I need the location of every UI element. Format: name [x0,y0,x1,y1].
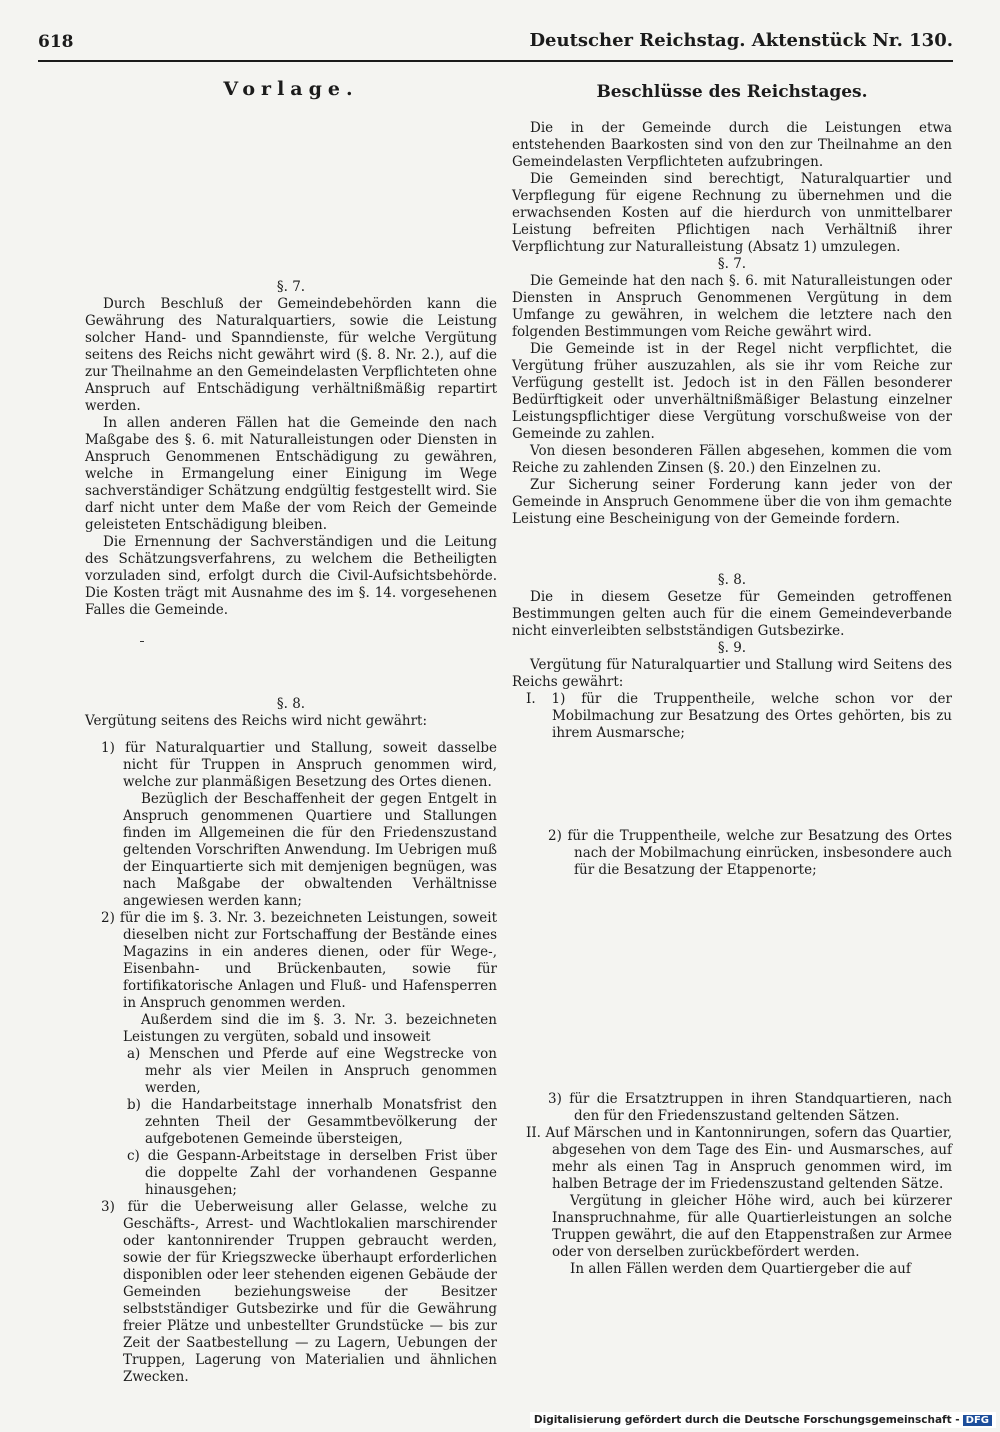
paragraph: Vergütung für Naturalquartier und Stallung wird Seitens des Reichs gewährt: [512,657,952,690]
running-head: Deutscher Reichstag. Aktenstück Nr. 130. [529,30,953,51]
list-item-I-2: 2) für die Truppentheile, welche zur Besatzung des Ortes nach der Mobilmachung einrücken, insbesondere auch für die Besatzung der Etappenorte; [548,828,952,878]
section-8-heading: §. 8. [276,696,306,712]
paragraph: Vergütung in gleicher Höhe wird, auch bei kürzerer Inanspruchnahme, für alle Quartierleistungen an solche Truppen gewährt, die auf den Etappenstraßen zur Armee oder von derselben zurückbefördert werden. [552,1193,952,1260]
list-item-1-continuation: Bezüglich der Beschaffenheit der gegen Entgelt in Anspruch genommenen Quartiere und Stallungen finden im Allgemeinen die für den Friedenszustand geltenden Vorschriften Anwendung. Im Uebrigen muß der Einquartierte sich mit demjenigen begnügen, was nach Maßgabe der obwaltenden Verhältnisse angewiesen werden kann; [123,791,497,909]
paragraph: In allen Fällen werden dem Quartiergeber die auf [570,1261,911,1277]
list-item-1: 1) für Naturalquartier und Stallung, soweit dasselbe nicht für Truppen in Anspruch genommen wird, welche zur planmäßigen Besetzung des Ortes dienen. [101,740,497,790]
section-9-heading: §. 9. [717,640,747,656]
spacer [512,742,952,828]
list-item-I-3: 3) für die Ersatztruppen in ihren Standquartieren, nach den für den Friedenszustand geltenden Sätzen. [548,1091,952,1124]
left-column [85,66,497,1386]
section-7-heading: §. 7. [717,256,747,272]
section-7-heading: §. 7. [276,279,306,295]
footer-text: Digitalisierung gefördert durch die Deutsche Forschungsgemeinschaft - [533,1414,960,1426]
spacer [512,528,952,572]
paragraph: Durch Beschluß der Gemeindebehörden kann die Gewährung des Naturalquartiers, sowie die Leistung solcher Hand- und Spanndienste, für welche Vergütung seitens des Reichs nicht gewährt wird (§. 8. Nr. 2.), auf die zur Theilnahme an den Gemeindelasten Verpflichteten ohne Anspruch auf Entschädigung verhältnißmäßig repartirt werden. [85,296,497,414]
paragraph: Die Gemeinde hat den nach §. 6. mit Naturalleistungen oder Diensten in Anspruch Genommenen Vergütung in dem Umfange zu gewähren, in welchem die letztere nach den folgenden Bestimmungen vom Reiche gewährt wird. [512,273,952,340]
dfg-logo: DFG [963,1415,992,1426]
page-number: 618 [38,32,74,52]
list-item-2b: b) die Handarbeitstage innerhalb Monatsfrist den zehnten Theil der Gesammtbevölkerung der aufgebotenen Gemeinde übersteigen, [127,1097,497,1147]
paragraph: Zur Sicherung seiner Forderung kann jeder von der Gemeinde in Anspruch Genommene über die von ihm gemachte Leistung eine Bescheinigung von der Gemeinde fordern. [512,477,952,527]
header-rule [38,60,953,62]
paragraph: Die Gemeinde ist in der Regel nicht verpflichtet, die Vergütung früher auszuzahlen, als sie ihr vom Reiche zur Verfügung gestellt ist. Jedoch ist in den Fällen besonderer Bedürftigkeit oder unverhältnißmäßiger Belastung einzelner Leistungspflichtiger diese Vergütung vorschußweise von der Gemeinde zu zahlen. [512,341,952,442]
paragraph: Die in diesem Gesetze für Gemeinden getroffenen Bestimmungen gelten auch für die einem Gemeindeverbande nicht einverleibten selbstständigen Gutsbezirke. [512,589,952,639]
list-item-I-1: I. 1) für die Truppentheile, welche schon vor der Mobilmachung zur Besatzung des Ortes gehörten, bis zu ihrem Ausmarsche; [526,691,952,741]
page-header [38,30,953,58]
paragraph: Die Ernennung der Sachverständigen und die Leitung des Schätzungsverfahrens, zu welchem die Betheiligten vorzuladen sind, erfolgt durch die Civil-Aufsichtsbehörde. Die Kosten trägt mit Ausnahme des im §. 14. vorgesehenen Falles die Gemeinde. [85,534,497,618]
section-8-heading: §. 8. [717,572,747,588]
spacer [85,619,497,641]
paragraph: Die Gemeinden sind berechtigt, Naturalquartier und Verpflegung für eigene Rechnung zu übernehmen und die erwachsenden Kosten auf die hierdurch von unmittelbarer Leistung befreiten Pflichtigen nach Verhältniß ihrer Verpflichtung zur Naturalleistung (Absatz 1) umzulegen. [512,171,952,255]
left-column-title: Vorlage. [223,78,359,100]
paragraph: Vergütung seitens des Reichs wird nicht gewährt: [85,713,427,729]
spacer [85,730,497,740]
list-item-2a: a) Menschen und Pferde auf eine Wegstrecke von mehr als vier Meilen in Anspruch genommen werden, [127,1046,497,1096]
paragraph: In allen anderen Fällen hat die Gemeinde den nach Maßgabe des §. 6. mit Naturalleistungen oder Diensten in Anspruch Genommenen Entschädigung zu gewähren, welche in Ermangelung einer Einigung im Wege sachverständiger Schätzung endgültig festgestellt wird. Sie darf nicht unter dem Maße der vom Reich der Gemeinde geleisteten Entschädigung bleiben. [85,415,497,533]
list-item-2-continuation: Außerdem sind die im §. 3. Nr. 3. bezeichneten Leistungen zu vergüten, sobald und insoweit [123,1012,497,1045]
list-item-3: 3) für die Ueberweisung aller Gelasse, welche zu Geschäfts-, Arrest- und Wachtlokalien marschirender oder kantonnirender Truppen gebraucht werden, sowie der für Kriegszwecke überhaupt erforderlichen disponiblen oder leer stehenden eigenen Gebäude der Gemeinden beziehungsweise der Besitzer selbstständiger Gutsbezirke und für die Gewährung freier Plätze und unbestellter Grundstücke — bis zur Zeit der Saatbestellung — zu Lagern, Uebungen der Truppen, Lagerung von Materialien und ähnlichen Zwecken. [101,1199,497,1385]
left-spacer [85,112,497,279]
paragraph: Die in der Gemeinde durch die Leistungen etwa entstehenden Baarkosten sind von den zur Theilnahme an den Gemeindelasten Verpflichteten aufzubringen. [512,120,952,170]
list-item-2: 2) für die im §. 3. Nr. 3. bezeichneten Leistungen, soweit dieselben nicht zur Fortschaffung der Bestände eines Magazins in ein anderes dienen, oder für Wege-, Eisenbahn- und Brückenbauten, sowie für fortifikatorische Anlagen und Fluß- und Hafensperren in Anspruch genommen werden. [101,910,497,1011]
paragraph: Von diesen besonderen Fällen abgesehen, kommen die vom Reiche zu zahlenden Zinsen (§. 20.) den Einzelnen zu. [512,443,952,476]
right-column-title: Beschlüsse des Reichstages. [596,82,868,102]
list-item-2c: c) die Gespann-Arbeitstage in derselben Frist über die doppelte Zahl der vorhandenen Gespanne hinausgehen; [127,1148,497,1198]
right-column [512,66,952,1278]
spacer [85,642,497,696]
digitization-footer [530,1412,996,1428]
list-item-II: II. Auf Märschen und in Kantonnirungen, sofern das Quartier, abgesehen von dem Tage des Ein- und Ausmarsches, auf mehr als einen Tag in Anspruch genommen wird, im halben Betrage der im Friedenszustand geltenden Sätze. [526,1125,952,1192]
spacer [512,879,952,1091]
